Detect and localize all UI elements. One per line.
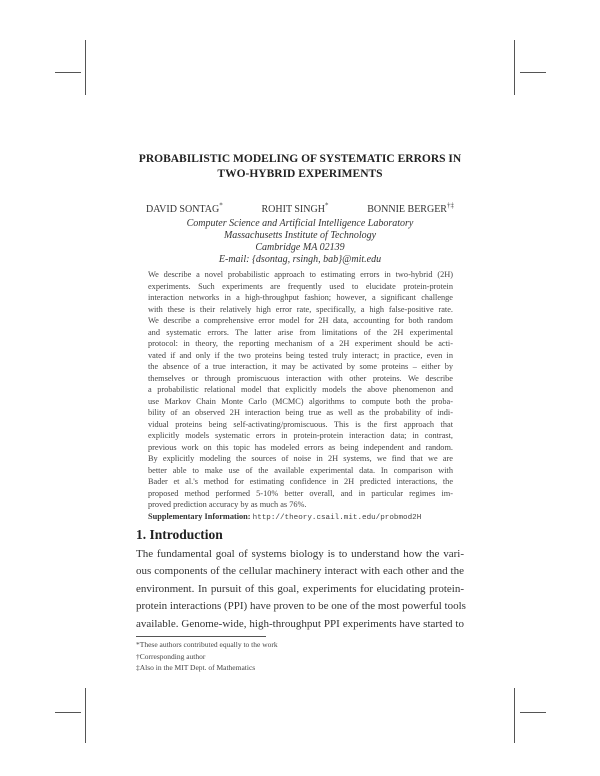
affiliation-line: Cambridge MA 02139 — [255, 242, 345, 253]
affiliation-line: Massachusetts Institute of Technology — [223, 230, 377, 241]
text-line: proposed method performed 5-10% better overall, and in particular regimes im- — [148, 488, 453, 498]
text-line: experiments. Such experiments are frequently used to elucidate protein-protein — [148, 281, 453, 291]
author — [146, 201, 223, 216]
text-line: We describe a novel probabilistic approach to estimating errors in two-hybrid (2H) — [148, 270, 453, 279]
text-line: By explicitly modeling the sources of noise in 2H systems, we find that we are — [148, 454, 453, 463]
supplementary-info — [148, 511, 453, 525]
section-heading: 1. Introduction — [136, 527, 223, 542]
text-line: explicitly models systematic errors in protein-protein interaction data; in contrast, — [148, 431, 453, 440]
text-line: environment. In pursuit of this goal, experiments for elucidating protein- — [136, 582, 464, 595]
text-line: proved prediction accuracy by as much as 76%. — [148, 500, 307, 509]
body-text — [136, 546, 464, 633]
text-line: vidual proteins being self-activating/promiscuous. This is the first approach that — [148, 419, 453, 429]
text-line: a probabilistic relational model that explicitly models the above phenomenon and — [148, 385, 453, 394]
text-line: protein interactions (PPI) have proven to be one of the most powerful tools — [136, 600, 466, 613]
footnote-rule — [136, 636, 266, 637]
text-line: Bader et al.'s method for estimating confidence in 2H predicted interactions, the — [148, 477, 453, 486]
crop-mark — [514, 40, 515, 95]
text-line: protocol: in theory, the reporting mechanism of a 2H experiment should be acti- — [148, 339, 453, 348]
author-name: DAVID SONTAG — [146, 204, 220, 215]
affiliation-line: E-mail: {dsontag, rsingh, bab}@mit.edu — [218, 254, 382, 265]
text-line: themselves or through promiscuous interaction with other proteins. We describe — [148, 373, 453, 383]
text-line: and systematic errors. The latter arise from limitations of the 2H experimental — [148, 327, 453, 337]
text-line: previous work on this topic has modeled errors as being independent and random. — [148, 442, 453, 452]
crop-mark — [520, 72, 546, 73]
crop-mark — [85, 40, 86, 95]
text-line: interaction networks in a high-throughput fashion; however, a significant challenge — [148, 293, 453, 302]
author-name: BONNIE BERGER — [367, 204, 447, 215]
crop-mark — [85, 688, 86, 743]
text-line: the absence of a true interaction, it may be activated by some proteins – either by — [148, 362, 453, 371]
author-mark: †‡ — [446, 201, 454, 210]
text-line: available. Genome-wide, high-throughput PPI experiments have started to — [136, 617, 464, 630]
text-line: use Markov Chain Monte Carlo (MCMC) algorithms to compute both the proba- — [148, 396, 453, 406]
text-line: The fundamental goal of systems biology is to understand how the vari- — [136, 548, 464, 560]
crop-mark — [55, 712, 81, 713]
paper-title — [0, 152, 600, 182]
footnote: †Corresponding author — [136, 651, 206, 661]
author — [261, 201, 329, 216]
text-line: ous components of the cellular machinery interact with each other and the — [136, 565, 464, 578]
author — [367, 201, 454, 216]
title-line: PROBABILISTIC MODELING OF SYSTEMATIC ERRORS IN — [138, 153, 462, 165]
text-line: better able to make use of the available experimental data. In comparison with — [148, 465, 453, 475]
crop-mark — [514, 688, 515, 743]
author-mark: * — [324, 201, 329, 210]
abstract — [148, 269, 453, 524]
footnote: *These authors contributed equally to the work — [136, 640, 278, 649]
supplementary-label: Supplementary Information: — [148, 511, 251, 521]
author-mark: * — [219, 201, 223, 210]
crop-mark — [520, 712, 546, 713]
footnotes — [136, 639, 278, 674]
title-line: TWO-HYBRID EXPERIMENTS — [217, 168, 383, 180]
affiliation — [0, 218, 600, 266]
author-list — [146, 201, 454, 216]
text-line: vated if and only if the two proteins being tested truly interact; in practice, even in — [148, 350, 453, 360]
text-line: bility of an observed 2H interaction being true as well as the probability of indi- — [148, 408, 453, 417]
crop-mark — [55, 72, 81, 73]
footnote: ‡Also in the MIT Dept. of Mathematics — [136, 663, 256, 672]
supplementary-link[interactable]: http://theory.csail.mit.edu/probmod2H — [252, 513, 422, 522]
text-line: with these is their relatively high error rate, specifically, a high false-positive rate. — [148, 304, 453, 314]
author-name: ROHIT SINGH — [261, 204, 325, 215]
text-line: We describe a comprehensive error model for 2H data, accounting for both random — [148, 316, 453, 325]
affiliation-line: Computer Science and Artificial Intelligence Laboratory — [186, 218, 414, 229]
